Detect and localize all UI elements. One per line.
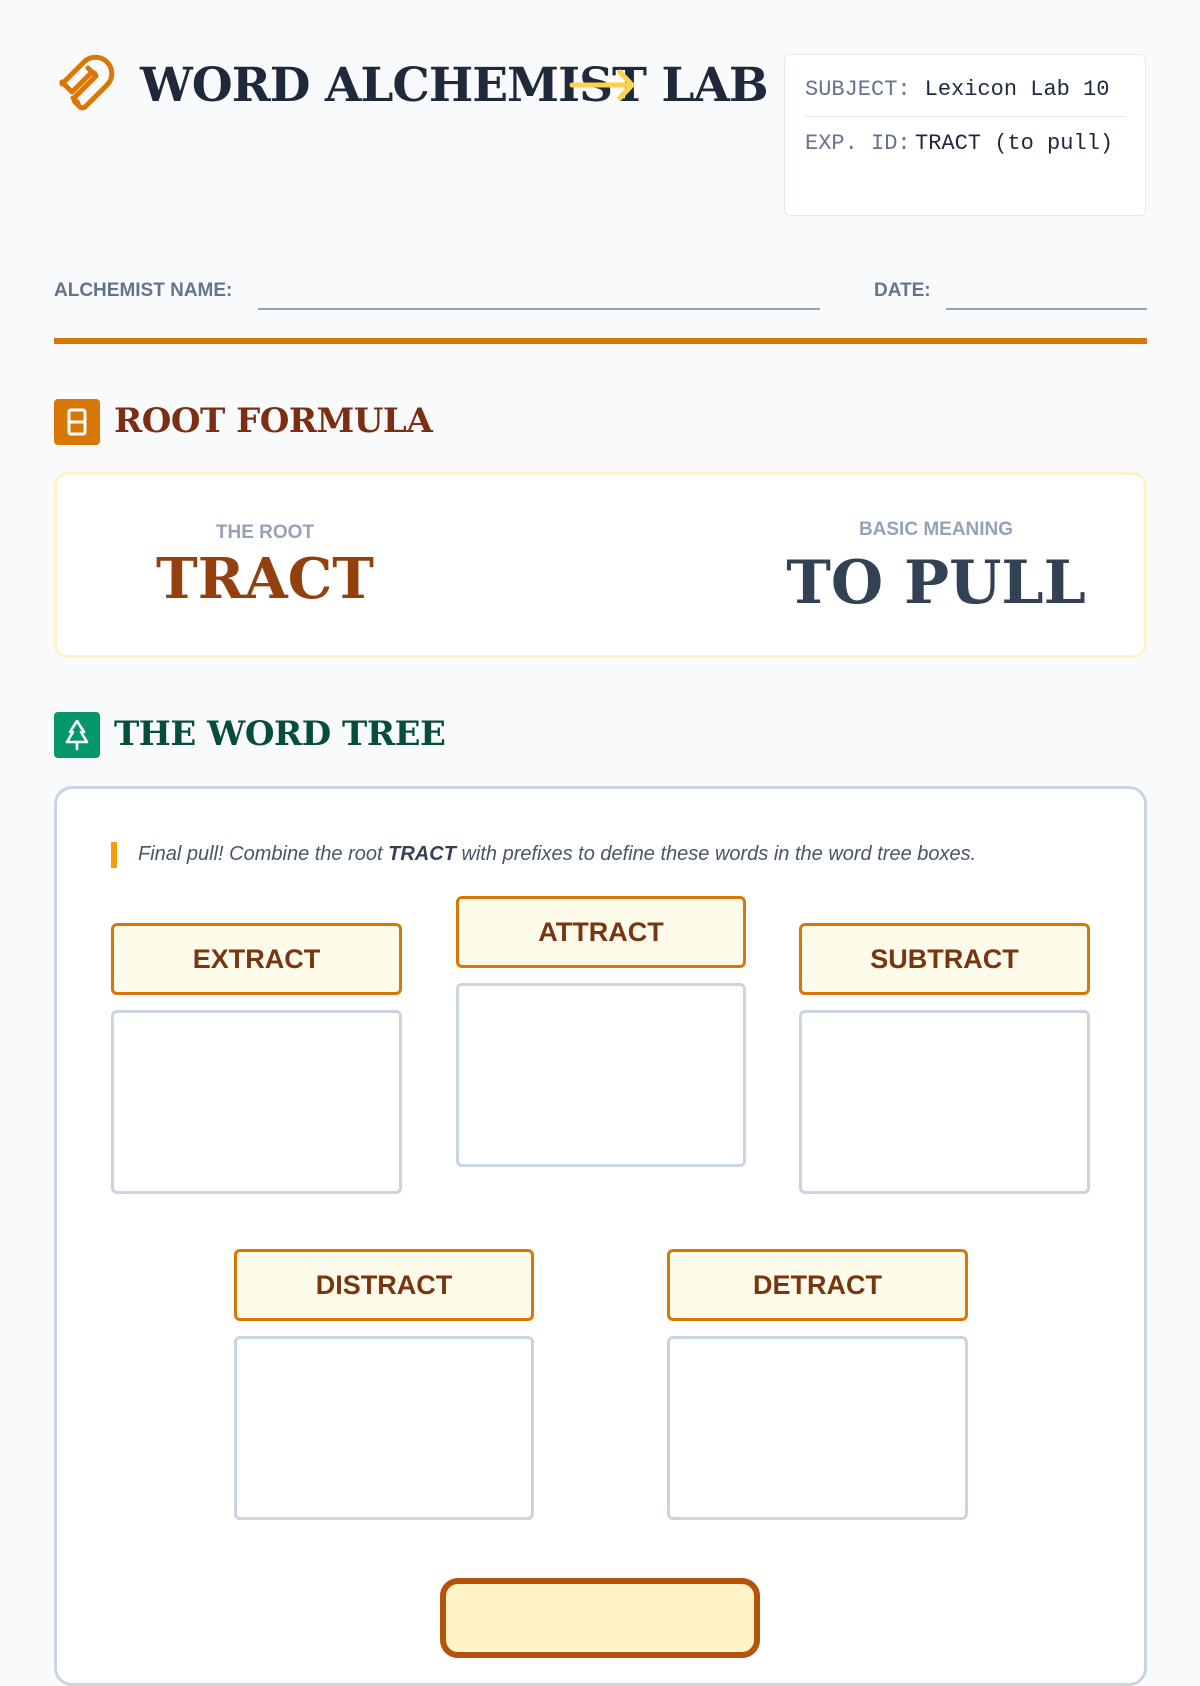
magnet-icon	[54, 54, 118, 118]
page-title: WORD ALCHEMIST LAB	[140, 58, 768, 113]
definition-box-subtract[interactable]	[799, 1010, 1090, 1194]
arrow-right-icon	[516, 60, 688, 115]
word-label-attract: ATTRACT	[456, 896, 746, 968]
root-word: TRACT	[156, 546, 374, 612]
subject-value: Lexicon Lab 10	[924, 77, 1110, 102]
subject-label: SUBJECT:	[805, 77, 911, 102]
name-field[interactable]	[258, 308, 820, 310]
instruction-root: TRACT	[388, 843, 456, 865]
word-tree-heading: THE WORD TREE	[114, 714, 446, 754]
tree-icon	[54, 712, 100, 758]
exp-id-label: EXP. ID:	[805, 131, 911, 156]
date-field[interactable]	[946, 308, 1147, 310]
word-label-detract: DETRACT	[667, 1249, 968, 1321]
definition-box-distract[interactable]	[234, 1336, 534, 1520]
root-label: THE ROOT	[215, 522, 315, 543]
instruction-after: with prefixes to define these words in the word tree boxes.	[455, 843, 977, 865]
instruction-before: Final pull! Combine the root	[138, 843, 389, 865]
name-label: ALCHEMIST NAME:	[54, 280, 233, 301]
beaker-icon	[54, 399, 100, 445]
meaning-label: BASIC MEANING	[858, 519, 1014, 540]
word-label-subtract: SUBTRACT	[799, 923, 1090, 995]
meta-exp-row	[805, 127, 1125, 160]
meta-subject-row	[805, 73, 1125, 117]
word-label-extract: EXTRACT	[111, 923, 402, 995]
instruction-text	[138, 843, 976, 866]
meta-card	[784, 54, 1146, 216]
divider	[54, 338, 1147, 344]
root-node	[440, 1578, 760, 1658]
instruction-accent-bar	[111, 842, 117, 868]
root-formula-heading: ROOT FORMULA	[114, 401, 433, 441]
date-label: DATE:	[874, 280, 931, 301]
word-label-distract: DISTRACT	[234, 1249, 534, 1321]
basic-meaning: TO PULL	[786, 548, 1086, 618]
exp-id-value: TRACT (to pull)	[915, 131, 1114, 156]
definition-box-detract[interactable]	[667, 1336, 968, 1520]
definition-box-extract[interactable]	[111, 1010, 402, 1194]
definition-box-attract[interactable]	[456, 983, 746, 1167]
